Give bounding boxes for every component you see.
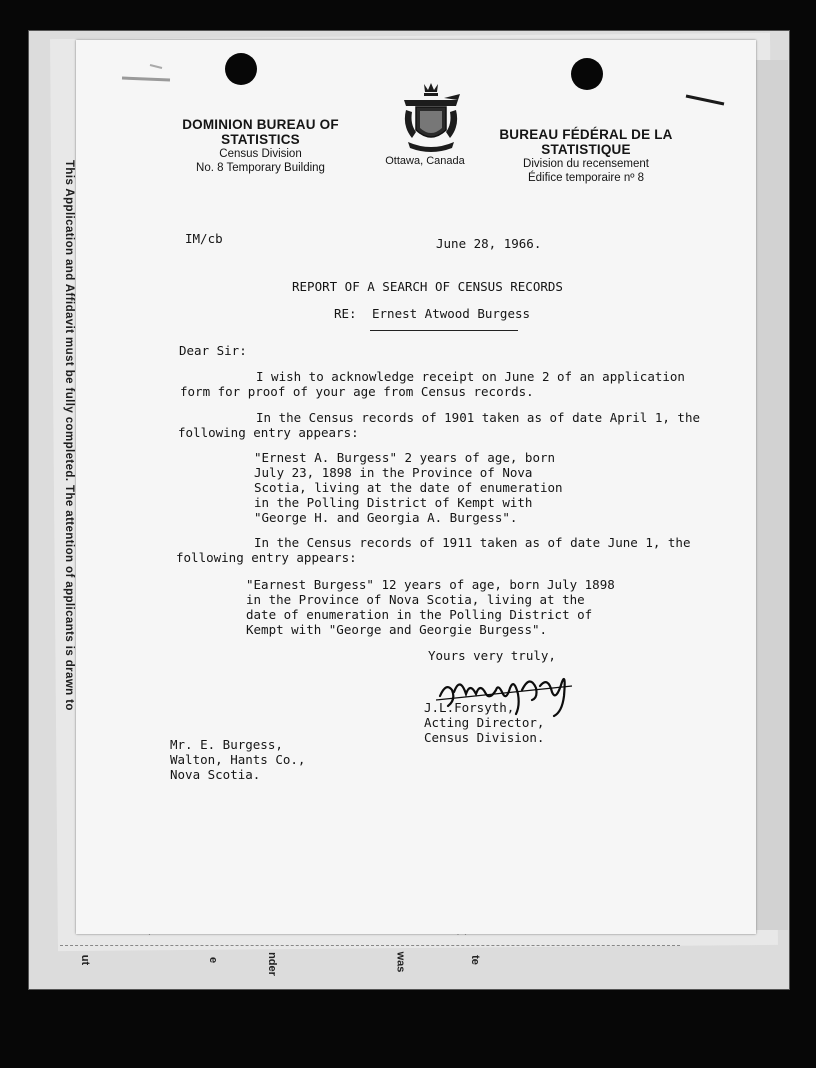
bottom-fragment: ut — [79, 954, 92, 966]
text-line: I wish to acknowledge receipt on June 2 of an application — [256, 369, 685, 384]
letterhead-city: Ottawa, Canada — [385, 155, 465, 167]
division-en: Census Division — [219, 148, 302, 160]
bureau-title-en: DOMINION BUREAU OF STATISTICS — [182, 117, 339, 147]
text-line: Scotia, living at the date of enumeration — [254, 480, 563, 495]
report-title: REPORT OF A SEARCH OF CENSUS RECORDS — [292, 279, 563, 294]
paragraph-1901-intro — [178, 410, 700, 440]
text-line: Kempt with "George and Georgie Burgess". — [246, 622, 548, 637]
text-line: date of enumeration in the Polling District of — [246, 607, 593, 622]
addressee-block — [170, 737, 305, 782]
paragraph-1911-intro — [176, 535, 691, 565]
addressee-town: Walton, Hants Co., — [170, 752, 306, 767]
text-line: "George H. and Georgia A. Burgess". — [254, 510, 518, 525]
bottom-sheet-strip — [60, 945, 680, 986]
punch-hole — [571, 58, 603, 90]
salutation: Dear Sir: — [179, 343, 247, 358]
reference-initials: IM/cb — [185, 231, 223, 246]
letter-date: June 28, 1966. — [436, 236, 542, 251]
addressee-province: Nova Scotia. — [170, 767, 261, 782]
bureau-title-fr: BUREAU FÉDÉRAL DE LA STATISTIQUE — [499, 127, 673, 157]
text-line: July 23, 1898 in the Province of Nova — [254, 465, 533, 480]
building-en: No. 8 Temporary Building — [196, 162, 325, 174]
signature-block — [424, 700, 544, 745]
addressee-name: Mr. E. Burgess, — [170, 737, 283, 752]
bottom-fragment: e — [207, 956, 220, 964]
bottom-fragment: te — [468, 955, 481, 965]
text-line: in the Province of Nova Scotia, living at the — [246, 592, 585, 607]
text-line: following entry appears: — [178, 425, 359, 440]
signer-name: J.L.Forsyth, — [424, 700, 515, 715]
text-line: form for proof of your age from Census records. — [180, 384, 534, 399]
text-line: "Earnest Burgess" 12 years of age, born July 1898 — [246, 577, 615, 592]
division-fr: Division du recensement — [523, 158, 649, 170]
quote-1901-entry — [254, 450, 563, 525]
side-instruction-text: This Application and Affidavit must be fully completed. The attention of applicants is drawn to — [63, 160, 75, 711]
text-line: "Ernest A. Burgess" 2 years of age, born — [254, 450, 556, 465]
bottom-fragment: was — [394, 951, 407, 973]
subject-underline — [370, 330, 518, 331]
coat-of-arms-icon — [398, 80, 464, 156]
quote-1911-entry — [246, 577, 615, 637]
text-line: In the Census records of 1901 taken as of date April 1, the — [256, 410, 701, 425]
signer-title: Acting Director, — [424, 715, 545, 730]
staple-mark — [684, 92, 730, 108]
re-subject: Ernest Atwood Burgess — [372, 306, 531, 321]
bottom-fragment: nder — [265, 952, 278, 976]
paragraph-acknowledgement — [180, 369, 685, 399]
letterhead-english — [148, 117, 373, 175]
text-line: following entry appears: — [176, 550, 357, 565]
text-line: in the Polling District of Kempt with — [254, 495, 533, 510]
letterhead-french — [476, 127, 696, 185]
text-line: In the Census records of 1911 taken as of date June 1, the — [254, 535, 691, 550]
punch-hole — [225, 53, 257, 85]
signer-division: Census Division. — [424, 730, 545, 745]
closing: Yours very truly, — [428, 648, 556, 663]
staple-mark — [110, 60, 190, 90]
building-fr: Édifice temporaire nº 8 — [527, 172, 645, 184]
re-label: RE: — [334, 306, 357, 321]
